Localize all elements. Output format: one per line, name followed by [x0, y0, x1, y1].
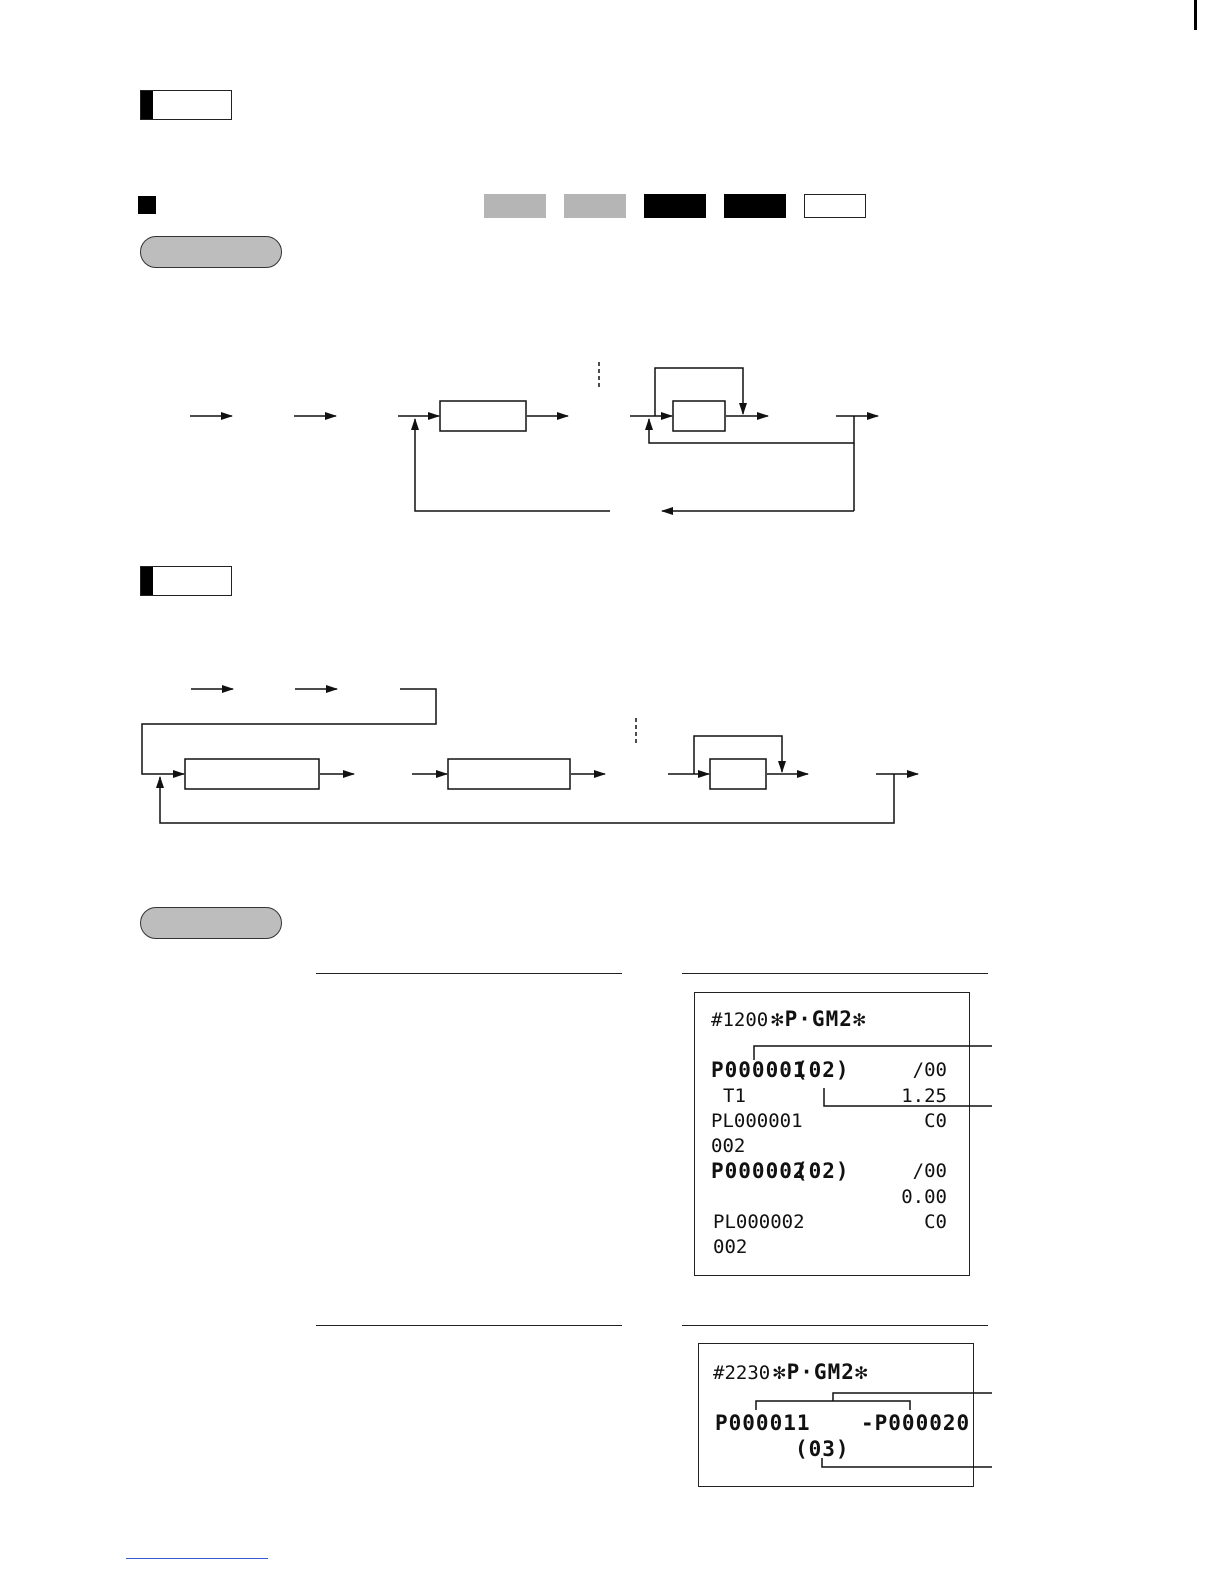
receipt-1-line1-code: P000001 [711, 1058, 807, 1082]
receipt-2-range-end: -P000020 [861, 1411, 971, 1435]
receipt-1-line7-left: PL000002 [713, 1211, 805, 1233]
receipt-1-line4-left: 002 [711, 1135, 746, 1157]
receipt-1-line2-left: T1 [723, 1085, 746, 1107]
receipt-1-line5-right: /00 [912, 1160, 947, 1182]
receipt-1-header-title: ✻P·GM2✻ [771, 1007, 867, 1031]
receipt-2-header-id: #2230 [713, 1362, 771, 1384]
receipt-1-line2-right: 1.25 [901, 1085, 947, 1107]
receipt-1-line6-right: 0.00 [901, 1186, 947, 1208]
receipt-1-line8-left: 002 [713, 1236, 748, 1258]
receipt-2-header-title: ✻P·GM2✻ [773, 1360, 869, 1384]
receipt-1-line3-right: C0 [924, 1110, 947, 1132]
receipt-1-line5-code: P000002 [711, 1159, 807, 1183]
receipt-2-group: (03) [795, 1437, 850, 1461]
receipt-2-range-start: P000011 [715, 1411, 811, 1435]
receipt-1-line5-group: (02) [795, 1159, 850, 1183]
receipt-1-line1-group: (02) [795, 1058, 850, 1082]
footer-link-underline [126, 1558, 268, 1559]
receipt-1-line1-right: /00 [912, 1059, 947, 1081]
receipt-1-line3-left: PL000001 [711, 1110, 803, 1132]
receipt-1-line7-right: C0 [924, 1211, 947, 1233]
receipt-1-header-id: #1200 [711, 1009, 769, 1031]
